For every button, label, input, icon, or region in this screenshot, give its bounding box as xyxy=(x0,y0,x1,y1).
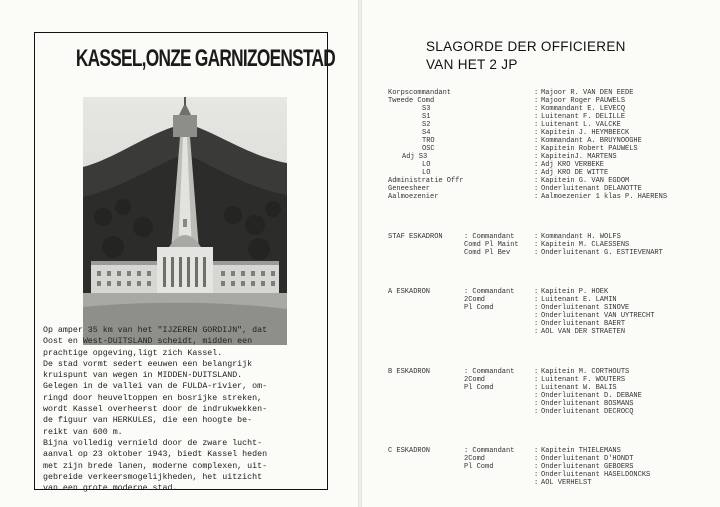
roster-officer: Onderluitenant BOSMANS xyxy=(541,400,634,408)
roster-role: TRO xyxy=(422,137,435,145)
roster-separator: : xyxy=(534,185,539,193)
roster-row xyxy=(388,288,718,296)
roster-row xyxy=(388,376,718,384)
roster-row xyxy=(388,137,718,145)
roster-function: 2Comd xyxy=(464,296,486,304)
roster-officer: Kapitein P. HOEK xyxy=(541,288,609,296)
article-line: reikt van 600 m. xyxy=(43,427,123,437)
roster-row xyxy=(388,328,718,336)
roster-row xyxy=(388,113,718,121)
roster-function: Pl Comd xyxy=(464,463,494,471)
roster-row xyxy=(388,97,718,105)
roster-separator: : xyxy=(534,113,539,121)
roster-officer: Kapitein M. CORTHOUTS xyxy=(541,368,630,376)
roster-function: : Commandant xyxy=(464,447,515,455)
roster-function: Pl Comd xyxy=(464,384,494,392)
roster-separator: : xyxy=(534,455,539,463)
roster-function: 2Comd xyxy=(464,376,486,384)
roster-officer: Luitenant F. WOUTERS xyxy=(541,376,626,384)
article-line: Op amper 35 km van het "IJZEREN GORDIJN", dat xyxy=(43,326,268,335)
roster-separator: : xyxy=(534,161,539,169)
c-eskadron-roster xyxy=(388,447,718,487)
roster-officer: Luitenant F. DELILLE xyxy=(541,113,626,121)
roster-row xyxy=(388,368,718,376)
right-page xyxy=(362,0,720,507)
roster-separator: : xyxy=(534,169,539,177)
roster-role: Korpscommandant xyxy=(388,89,452,97)
roster-separator: : xyxy=(534,447,539,455)
roster-separator: : xyxy=(534,241,539,249)
roster-row xyxy=(388,455,718,463)
roster-function: 2Comd xyxy=(464,455,486,463)
roster-row xyxy=(388,169,718,177)
roster-officer: Kommandant A. BRUYNOOGHE xyxy=(541,137,642,145)
roster-row xyxy=(388,153,718,161)
roster-separator: : xyxy=(534,145,539,153)
roster-separator: : xyxy=(534,288,539,296)
article-line: ringd door heuveltoppen en bosrijke streken, xyxy=(43,393,263,403)
roster-title-line2: VAN HET 2 JP xyxy=(426,57,518,72)
roster-role: S4 xyxy=(422,129,431,137)
roster-separator: : xyxy=(534,137,539,145)
roster-role: LO xyxy=(422,169,431,177)
roster-separator: : xyxy=(534,153,539,161)
article-line: aanval op 23 oktober 1943, biedt Kassel heden xyxy=(43,450,268,460)
roster-officer: Kapitein M. CLAESSENS xyxy=(541,241,630,249)
roster-separator: : xyxy=(534,129,539,137)
roster-role: Aalmoezenier xyxy=(388,193,439,201)
roster-separator: : xyxy=(534,121,539,129)
roster-officer: AOL VAN DER STRAETEN xyxy=(541,328,626,336)
roster-row xyxy=(388,479,718,487)
roster-row xyxy=(388,471,718,479)
roster-function: Comd Pl Maint xyxy=(464,241,519,249)
roster-row xyxy=(388,161,718,169)
roster-role: B ESKADRON xyxy=(388,368,431,376)
roster-role: S3 xyxy=(422,105,431,113)
roster-separator: : xyxy=(534,89,539,97)
roster-row xyxy=(388,296,718,304)
roster-row xyxy=(388,185,718,193)
roster-separator: : xyxy=(534,408,539,416)
roster-separator: : xyxy=(534,105,539,113)
roster-role: S2 xyxy=(422,121,431,129)
roster-function: Comd Pl Bev xyxy=(464,249,511,257)
roster-officer: Onderluitenant HASELDONCKS xyxy=(541,471,651,479)
roster-officer: KapiteinJ. MARTENS xyxy=(541,153,617,161)
roster-separator: : xyxy=(534,471,539,479)
roster-officer: Onderluitenant VAN UYTRECHT xyxy=(541,312,655,320)
roster-separator: : xyxy=(534,233,539,241)
article-line: kruispunt van wegen in MIDDEN-DUITSLAND. xyxy=(43,371,243,381)
roster-separator: : xyxy=(534,177,539,185)
roster-row xyxy=(388,408,718,416)
roster-role: C ESKADRON xyxy=(388,447,431,455)
page-title: KASSEL,ONZE GARNIZOENSTAD xyxy=(75,45,336,72)
b-eskadron-roster xyxy=(388,368,718,416)
roster-title-line1: SLAGORDE DER OFFICIEREN xyxy=(426,39,626,54)
roster-row xyxy=(388,233,718,241)
roster-officer: Onderluitenant BAERT xyxy=(541,320,626,328)
roster-row xyxy=(388,89,718,97)
roster-role: Adj S3 xyxy=(402,153,428,161)
roster-separator: : xyxy=(534,376,539,384)
roster-officer: Onderluitenant G. ESTIEVENART xyxy=(541,249,663,257)
roster-officer: Kapitein J. HEYMBEECK xyxy=(541,129,630,137)
roster-role: OSC xyxy=(422,145,435,153)
roster-separator: : xyxy=(534,312,539,320)
roster-officer: AOL VERHELST xyxy=(541,479,592,487)
roster-role: Administratie Offr xyxy=(388,177,464,185)
article-line: De stad vormt sedert eeuwen een belangrijk xyxy=(43,359,253,369)
article-line: Oost en West-DUITSLAND scheidt, midden een xyxy=(43,337,253,347)
roster-officer: Kapitein G. VAN EGDOM xyxy=(541,177,630,185)
roster-function: Pl Comd xyxy=(464,304,494,312)
roster-officer: Adj KRO DE WITTE xyxy=(541,169,609,177)
article-line: van een grote moderne stad. xyxy=(43,484,178,494)
left-page xyxy=(0,0,358,507)
roster-function: : Commandant xyxy=(464,288,515,296)
roster-separator: : xyxy=(534,384,539,392)
roster-officer: Onderluitenant D. DEBANE xyxy=(541,392,642,400)
roster-row xyxy=(388,129,718,137)
roster-separator: : xyxy=(534,304,539,312)
article-line: Gelegen in de vallei van de FULDA-rivier, om- xyxy=(43,382,268,392)
roster-officer: Adj KRO VERBEKE xyxy=(541,161,605,169)
article-line: met zijn brede lanen, moderne complexen, uit- xyxy=(43,461,268,471)
roster-officer: Luitenant W. BALIS xyxy=(541,384,617,392)
roster-officer: Onderluitenant D'HONDT xyxy=(541,455,634,463)
article-line: prachtige opgeving,ligt zich Kassel. xyxy=(43,348,223,358)
article-line: wordt Kassel overheerst door de indrukwekken- xyxy=(43,405,268,415)
roster-row xyxy=(388,320,718,328)
article-text xyxy=(43,325,325,494)
roster-role: LO xyxy=(422,161,431,169)
roster-officer: Kapitein THIELEMANS xyxy=(541,447,621,455)
roster-officer: Onderluitenant DECROCQ xyxy=(541,408,634,416)
roster-separator: : xyxy=(534,320,539,328)
roster-row xyxy=(388,193,718,201)
article-line: de figuur van HERKULES, die een hoogte be- xyxy=(43,416,253,426)
roster-officer: Onderluitenant DELANOTTE xyxy=(541,185,642,193)
roster-row xyxy=(388,312,718,320)
roster-row xyxy=(388,249,718,257)
roster-officer: Majoor R. VAN DEN EEDE xyxy=(541,89,634,97)
a-eskadron-roster xyxy=(388,288,718,336)
kassel-photo-image xyxy=(83,97,287,345)
roster-role: STAF ESKADRON xyxy=(388,233,443,241)
roster-officer: Kommandant H. WOLFS xyxy=(541,233,621,241)
roster-separator: : xyxy=(534,296,539,304)
roster-row xyxy=(388,463,718,471)
roster-separator: : xyxy=(534,400,539,408)
roster-separator: : xyxy=(534,97,539,105)
roster-separator: : xyxy=(534,392,539,400)
roster-row xyxy=(388,400,718,408)
roster-role: Geneesheer xyxy=(388,185,431,193)
roster-row xyxy=(388,177,718,185)
kassel-photo xyxy=(83,97,287,345)
roster-officer: Aalmoezenier 1 klas P. HAERENS xyxy=(541,193,668,201)
roster-role: A ESKADRON xyxy=(388,288,431,296)
roster-row xyxy=(388,447,718,455)
roster-function: : Commandant xyxy=(464,233,515,241)
article-frame xyxy=(34,32,336,494)
roster-officer: Onderluitenant GEBOERS xyxy=(541,463,634,471)
roster-separator: : xyxy=(534,463,539,471)
roster-officer: Majoor Roger PAUWELS xyxy=(541,97,626,105)
roster-role: S1 xyxy=(422,113,431,121)
roster-officer: Kapitein Robert PAUWELS xyxy=(541,145,638,153)
roster-row xyxy=(388,121,718,129)
roster-row xyxy=(388,145,718,153)
roster-officer: Onderluitenant SINOVE xyxy=(541,304,630,312)
roster-separator: : xyxy=(534,479,539,487)
roster-officer: Luitenant L. VALCKE xyxy=(541,121,621,129)
roster-officer: Luitenant E. LAMIN xyxy=(541,296,617,304)
roster-row xyxy=(388,384,718,392)
roster-title xyxy=(426,38,626,74)
roster-role: Tweede Comd xyxy=(388,97,435,105)
staff-roster xyxy=(388,89,718,201)
article-line: gebreide verkeersmogelijkheden, het uitzicht xyxy=(43,472,263,482)
article-line: Bijna volledig vernield door de zware lucht- xyxy=(43,438,263,448)
roster-row xyxy=(388,304,718,312)
roster-row xyxy=(388,241,718,249)
roster-separator: : xyxy=(534,368,539,376)
roster-officer: Kommandant E. LEVECQ xyxy=(541,105,626,113)
roster-row xyxy=(388,105,718,113)
roster-separator: : xyxy=(534,193,539,201)
roster-row xyxy=(388,392,718,400)
staf-eskadron-roster xyxy=(388,233,718,257)
roster-separator: : xyxy=(534,328,539,336)
roster-function: : Commandant xyxy=(464,368,515,376)
roster-separator: : xyxy=(534,249,539,257)
